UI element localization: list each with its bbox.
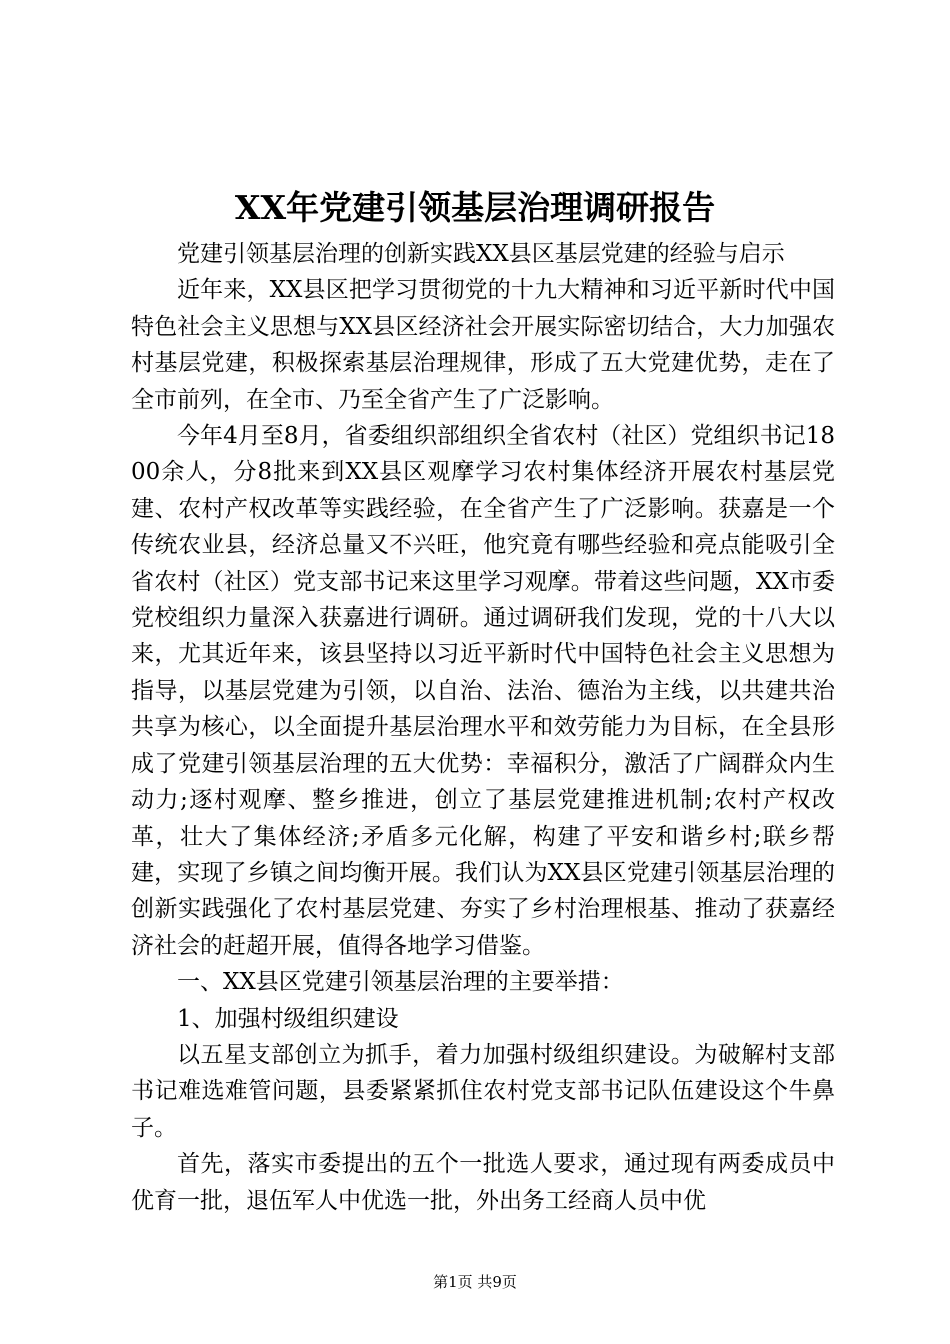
page-number-footer: 第1页 共9页 [433,1273,517,1291]
document-title: XX年党建引领基层治理调研报告 [234,188,716,227]
paragraph-subtitle: 党建引领基层治理的创新实践XX县区基层党建的经验与启示 [177,241,785,267]
section-heading-1: 一、XX县区党建引领基层治理的主要举措： [177,969,624,996]
subsection-heading-1: 1、加强村级组织建设 [177,1005,399,1032]
paragraph-organization: 以五星支部创立为抓手，着力加强村级组织建设。为破解村支部书记难选难管问题，县委紧紧抓住农村党支部书记队伍建设这个牛鼻子。 [131,1041,835,1141]
paragraph-first-step: 首先，落实市委提出的五个一批选人要求，通过现有两委成员中优育一批，退伍军人中优选一批，外出务工经商人员中优 [131,1151,835,1214]
paragraph-background: 今年4月至8月，省委组织部组织全省农村（社区）党组织书记1800余人，分8批来到XX县区观摩学习农村集体经济开展农村基层党建、农村产权改革等实践经验，在全省产生了广泛影响。获嘉是一个传统农业县，经济总量又不兴旺，他究竟有哪些经验和亮点能吸引全省农村（社区）党支部书记来这里学习观摩。带着这些问题，XX市委党校组织力量深入获嘉进行调研。通过调研我们发现，党的十八大以来，尤其近年来，该县坚持以习近平新时代中国特色社会主义思想为指导，以基层党建为引领，以自治、法治、德治为主线，以共建共治共享为核心，以全面提升基层治理水平和效劳能力为目标，在全县形成了党建引领基层治理的五大优势：幸福积分，激活了广阔群众内生动力;逐村观摩、整乡推进，创立了基层党建推进机制;农村产权改革，壮大了集体经济;矛盾多元化解，构建了平安和谐乡村;联乡帮建，实现了乡镇之间均衡开展。我们认为XX县区党建引领基层治理的创新实践强化了农村基层党建、夯实了乡村治理根基、推动了获嘉经济社会的赶超开展，值得各地学习借鉴。 [131,423,835,959]
document-body [131,236,835,1219]
paragraph-intro: 近年来，XX县区把学习贯彻党的十九大精神和习近平新时代中国特色社会主义思想与XX县区经济社会开展实际密切结合，大力加强农村基层党建，积极探索基层治理规律，形成了五大党建优势，走在了全市前列，在全市、乃至全省产生了广泛影响。 [131,277,835,413]
